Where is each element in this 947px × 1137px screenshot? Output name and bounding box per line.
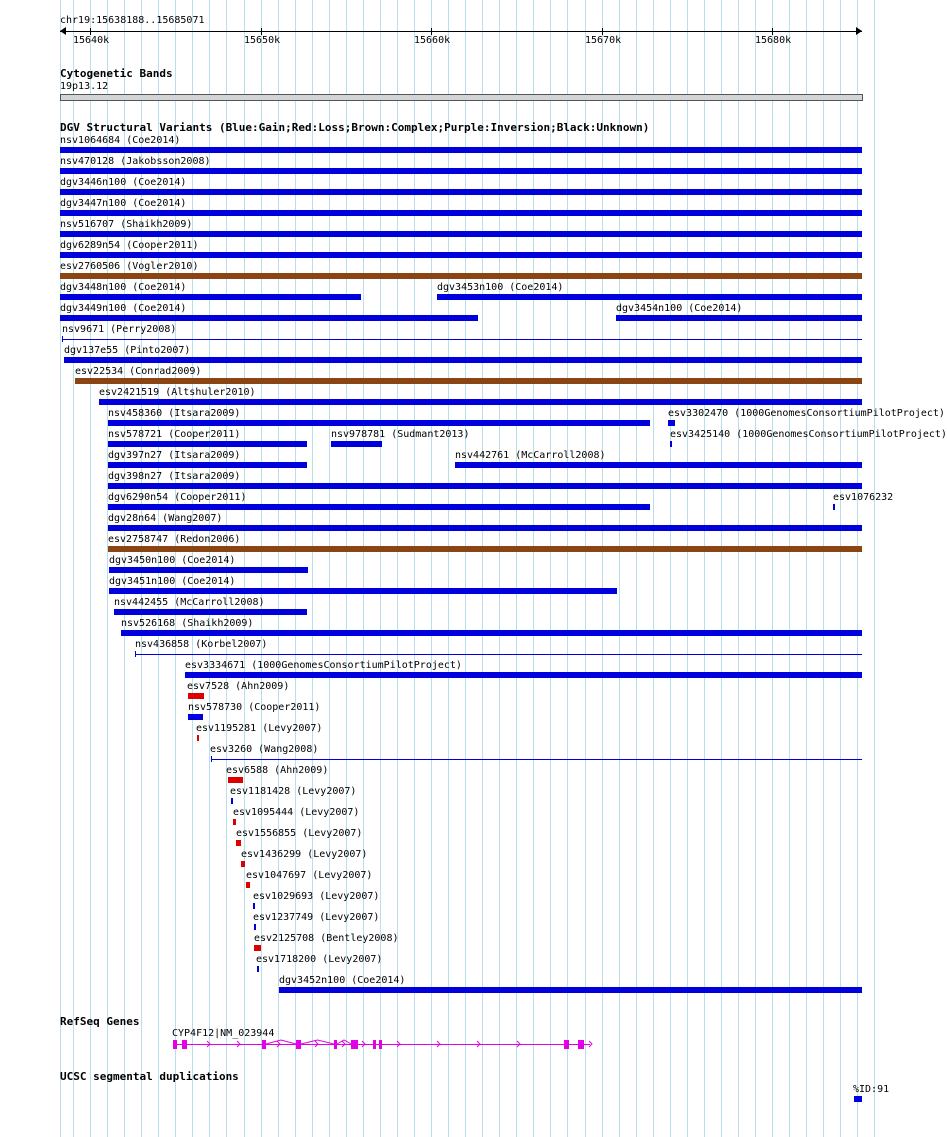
strand-chevron-icon bbox=[315, 1041, 318, 1047]
dgv-feature-bar[interactable] bbox=[279, 987, 862, 993]
dgv-feature-bar[interactable] bbox=[75, 378, 862, 384]
dgv-feature-bar[interactable] bbox=[670, 441, 672, 447]
ruler-tick bbox=[261, 28, 262, 35]
dgv-feature-bar[interactable] bbox=[108, 525, 862, 531]
refseq-track-title: RefSeq Genes bbox=[60, 1015, 140, 1028]
dgv-feature-bar[interactable] bbox=[331, 441, 382, 447]
scroll-left-arrow-icon[interactable] bbox=[60, 27, 66, 35]
dgv-feature-bar[interactable] bbox=[60, 294, 361, 300]
dgv-feature-label[interactable]: esv3302470 (1000GenomesConsortiumPilotProject) bbox=[668, 408, 945, 419]
dgv-feature-bar[interactable] bbox=[108, 483, 862, 489]
strand-chevron-icon bbox=[589, 1041, 592, 1047]
dgv-feature-bar[interactable] bbox=[60, 210, 862, 216]
dgv-feature-bar[interactable] bbox=[60, 315, 478, 321]
dgv-feature-start-tick bbox=[135, 651, 136, 657]
dgv-feature-label[interactable]: dgv3447n100 (Coe2014) bbox=[60, 198, 187, 209]
dgv-feature-bar[interactable] bbox=[109, 588, 617, 594]
dgv-feature-bar[interactable] bbox=[108, 420, 650, 426]
ruler-tick bbox=[90, 28, 91, 35]
dgv-feature-label[interactable]: esv22534 (Conrad2009) bbox=[75, 366, 202, 377]
dgv-feature-label[interactable]: dgv3454n100 (Coe2014) bbox=[616, 303, 743, 314]
strand-chevron-icon bbox=[517, 1041, 520, 1047]
dgv-feature-bar[interactable] bbox=[109, 567, 308, 573]
strand-chevron-icon bbox=[342, 1041, 345, 1047]
dgv-feature-bar[interactable] bbox=[108, 504, 650, 510]
dgv-feature-bar[interactable] bbox=[60, 252, 862, 258]
gridline bbox=[874, 0, 875, 1137]
dgv-feature-bar[interactable] bbox=[236, 840, 241, 846]
dgv-feature-label[interactable]: esv3260 (Wang2008) bbox=[210, 744, 319, 755]
dgv-feature-label[interactable]: nsv978781 (Sudmant2013) bbox=[331, 429, 470, 440]
strand-chevron-icon bbox=[362, 1041, 365, 1047]
cytoband-label: 19p13.12 bbox=[60, 81, 109, 92]
dgv-feature-bar[interactable] bbox=[231, 798, 233, 804]
cytoband-ideogram[interactable] bbox=[60, 94, 863, 101]
dgv-feature-label[interactable]: nsv516707 (Shaikh2009) bbox=[60, 219, 193, 230]
dgv-feature-label[interactable]: dgv3453n100 (Coe2014) bbox=[437, 282, 564, 293]
ruler-tick-label: 15680k bbox=[755, 35, 792, 46]
dgv-feature-bar[interactable] bbox=[108, 546, 862, 552]
dgv-feature-line[interactable] bbox=[62, 339, 862, 340]
ruler-tick-label: 15660k bbox=[414, 35, 451, 46]
dgv-feature-bar[interactable] bbox=[455, 462, 862, 468]
dgv-feature-bar[interactable] bbox=[668, 420, 675, 426]
dgv-feature-label[interactable]: dgv6290n54 (Cooper2011) bbox=[108, 492, 247, 503]
dgv-feature-label[interactable]: esv1237749 (Levy2007) bbox=[253, 912, 380, 923]
dgv-feature-bar[interactable] bbox=[254, 945, 261, 951]
dgv-feature-label[interactable]: dgv3448n100 (Coe2014) bbox=[60, 282, 187, 293]
segdup-track-title: UCSC segmental duplications bbox=[60, 1070, 239, 1083]
dgv-feature-label[interactable]: dgv3450n100 (Coe2014) bbox=[109, 555, 236, 566]
dgv-feature-bar[interactable] bbox=[60, 231, 862, 237]
dgv-feature-label[interactable]: esv6588 (Ahn2009) bbox=[226, 765, 329, 776]
dgv-feature-bar[interactable] bbox=[99, 399, 862, 405]
strand-chevron-icon bbox=[207, 1041, 210, 1047]
dgv-feature-bar[interactable] bbox=[114, 609, 307, 615]
dgv-feature-bar[interactable] bbox=[108, 462, 307, 468]
gene-strand-chevrons bbox=[0, 1035, 890, 1055]
dgv-feature-label[interactable]: nsv442761 (McCarroll2008) bbox=[455, 450, 606, 461]
dgv-feature-label[interactable]: dgv137e55 (Pinto2007) bbox=[64, 345, 191, 356]
dgv-feature-label[interactable]: esv2760506 (Vogler2010) bbox=[60, 261, 199, 272]
dgv-feature-label[interactable]: esv1556855 (Levy2007) bbox=[236, 828, 363, 839]
dgv-feature-bar[interactable] bbox=[64, 357, 862, 363]
dgv-track-title: DGV Structural Variants (Blue:Gain;Red:Loss;Brown:Complex;Purple:Inversion;Black:Unknown) bbox=[60, 121, 650, 134]
ruler-tick-label: 15650k bbox=[244, 35, 281, 46]
ruler-line bbox=[60, 31, 862, 32]
dgv-feature-bar[interactable] bbox=[228, 777, 243, 783]
dgv-feature-start-tick bbox=[62, 336, 63, 342]
dgv-feature-label[interactable]: dgv397n27 (Itsara2009) bbox=[108, 450, 241, 461]
dgv-feature-label[interactable]: esv7528 (Ahn2009) bbox=[187, 681, 290, 692]
dgv-feature-line[interactable] bbox=[135, 654, 862, 655]
dgv-feature-bar[interactable] bbox=[60, 147, 862, 153]
ruler-tick-label: 15670k bbox=[585, 35, 622, 46]
ruler-tick bbox=[602, 28, 603, 35]
dgv-feature-bar[interactable] bbox=[185, 672, 862, 678]
dgv-feature-label[interactable]: esv1095444 (Levy2007) bbox=[233, 807, 360, 818]
dgv-feature-label[interactable]: esv1718200 (Levy2007) bbox=[256, 954, 383, 965]
dgv-feature-label[interactable]: nsv9671 (Perry2008) bbox=[62, 324, 177, 335]
dgv-feature-label[interactable]: dgv3452n100 (Coe2014) bbox=[279, 975, 406, 986]
segdup-feature-label[interactable]: %ID:91 bbox=[853, 1084, 890, 1095]
dgv-feature-label[interactable]: esv1047697 (Levy2007) bbox=[246, 870, 373, 881]
dgv-feature-bar[interactable] bbox=[60, 189, 862, 195]
dgv-feature-label[interactable]: nsv470128 (Jakobsson2008) bbox=[60, 156, 211, 167]
ruler-tick bbox=[772, 28, 773, 35]
dgv-feature-label[interactable]: dgv3446n100 (Coe2014) bbox=[60, 177, 187, 188]
dgv-feature-bar[interactable] bbox=[246, 882, 250, 888]
dgv-feature-bar[interactable] bbox=[188, 693, 204, 699]
intron-hat bbox=[266, 1040, 296, 1044]
dgv-feature-label[interactable]: nsv578730 (Cooper2011) bbox=[188, 702, 321, 713]
dgv-feature-bar[interactable] bbox=[197, 735, 199, 741]
dgv-feature-label[interactable]: nsv1064684 (Coe2014) bbox=[60, 135, 181, 146]
position-label: chr19:15638188..15685071 bbox=[60, 15, 205, 26]
dgv-feature-label[interactable]: esv1029693 (Levy2007) bbox=[253, 891, 380, 902]
segdup-feature[interactable] bbox=[854, 1096, 862, 1102]
cytoband-track-title: Cytogenetic Bands bbox=[60, 67, 173, 80]
dgv-feature-bar[interactable] bbox=[253, 903, 255, 909]
strand-chevron-icon bbox=[477, 1041, 480, 1047]
dgv-feature-bar[interactable] bbox=[241, 861, 245, 867]
gene-label[interactable]: CYP4F12|NM_023944 bbox=[172, 1028, 275, 1039]
dgv-feature-bar[interactable] bbox=[254, 924, 256, 930]
strand-chevron-icon bbox=[237, 1041, 240, 1047]
dgv-feature-label[interactable]: dgv6289n54 (Cooper2011) bbox=[60, 240, 199, 251]
dgv-feature-label[interactable]: dgv398n27 (Itsara2009) bbox=[108, 471, 241, 482]
dgv-feature-bar[interactable] bbox=[257, 966, 259, 972]
dgv-feature-label[interactable]: nsv578721 (Cooper2011) bbox=[108, 429, 241, 440]
dgv-feature-bar[interactable] bbox=[121, 630, 862, 636]
dgv-feature-bar[interactable] bbox=[233, 819, 236, 825]
dgv-feature-label[interactable]: dgv3449n100 (Coe2014) bbox=[60, 303, 187, 314]
dgv-feature-bar[interactable] bbox=[60, 168, 862, 174]
dgv-feature-bar[interactable] bbox=[60, 273, 862, 279]
dgv-feature-label[interactable]: dgv28n64 (Wang2007) bbox=[108, 513, 223, 524]
dgv-feature-bar[interactable] bbox=[437, 294, 862, 300]
dgv-feature-label[interactable]: esv1076232 bbox=[833, 492, 894, 503]
scroll-right-arrow-icon[interactable] bbox=[856, 27, 862, 35]
strand-chevron-icon bbox=[437, 1041, 440, 1047]
dgv-feature-label[interactable]: dgv3451n100 (Coe2014) bbox=[109, 576, 236, 587]
dgv-feature-label[interactable]: nsv526168 (Shaikh2009) bbox=[121, 618, 254, 629]
dgv-feature-label[interactable]: nsv458360 (Itsara2009) bbox=[108, 408, 241, 419]
strand-chevron-icon bbox=[277, 1041, 280, 1047]
dgv-feature-bar[interactable] bbox=[108, 441, 307, 447]
ruler-tick bbox=[431, 28, 432, 35]
dgv-feature-label[interactable]: esv1436299 (Levy2007) bbox=[241, 849, 368, 860]
dgv-feature-label[interactable]: esv1195281 (Levy2007) bbox=[196, 723, 323, 734]
dgv-feature-label[interactable]: esv2125708 (Bentley2008) bbox=[254, 933, 399, 944]
ruler-tick-label: 15640k bbox=[73, 35, 110, 46]
dgv-feature-bar[interactable] bbox=[616, 315, 862, 321]
dgv-feature-bar[interactable] bbox=[188, 714, 203, 720]
dgv-feature-label[interactable]: nsv436858 (Korbel2007) bbox=[135, 639, 268, 650]
dgv-feature-label[interactable]: esv3334671 (1000GenomesConsortiumPilotProject) bbox=[185, 660, 462, 671]
dgv-feature-label[interactable]: esv2758747 (Redon2006) bbox=[108, 534, 241, 545]
strand-chevron-icon bbox=[397, 1041, 400, 1047]
dgv-feature-bar[interactable] bbox=[833, 504, 835, 510]
dgv-feature-label[interactable]: esv3425140 (1000GenomesConsortiumPilotProject) bbox=[670, 429, 947, 440]
dgv-feature-label[interactable]: esv1181428 (Levy2007) bbox=[230, 786, 357, 797]
dgv-feature-label[interactable]: nsv442455 (McCarroll2008) bbox=[114, 597, 265, 608]
dgv-feature-label[interactable]: esv2421519 (Altshuler2010) bbox=[99, 387, 256, 398]
dgv-feature-line[interactable] bbox=[211, 759, 862, 760]
dgv-feature-start-tick bbox=[211, 756, 212, 762]
